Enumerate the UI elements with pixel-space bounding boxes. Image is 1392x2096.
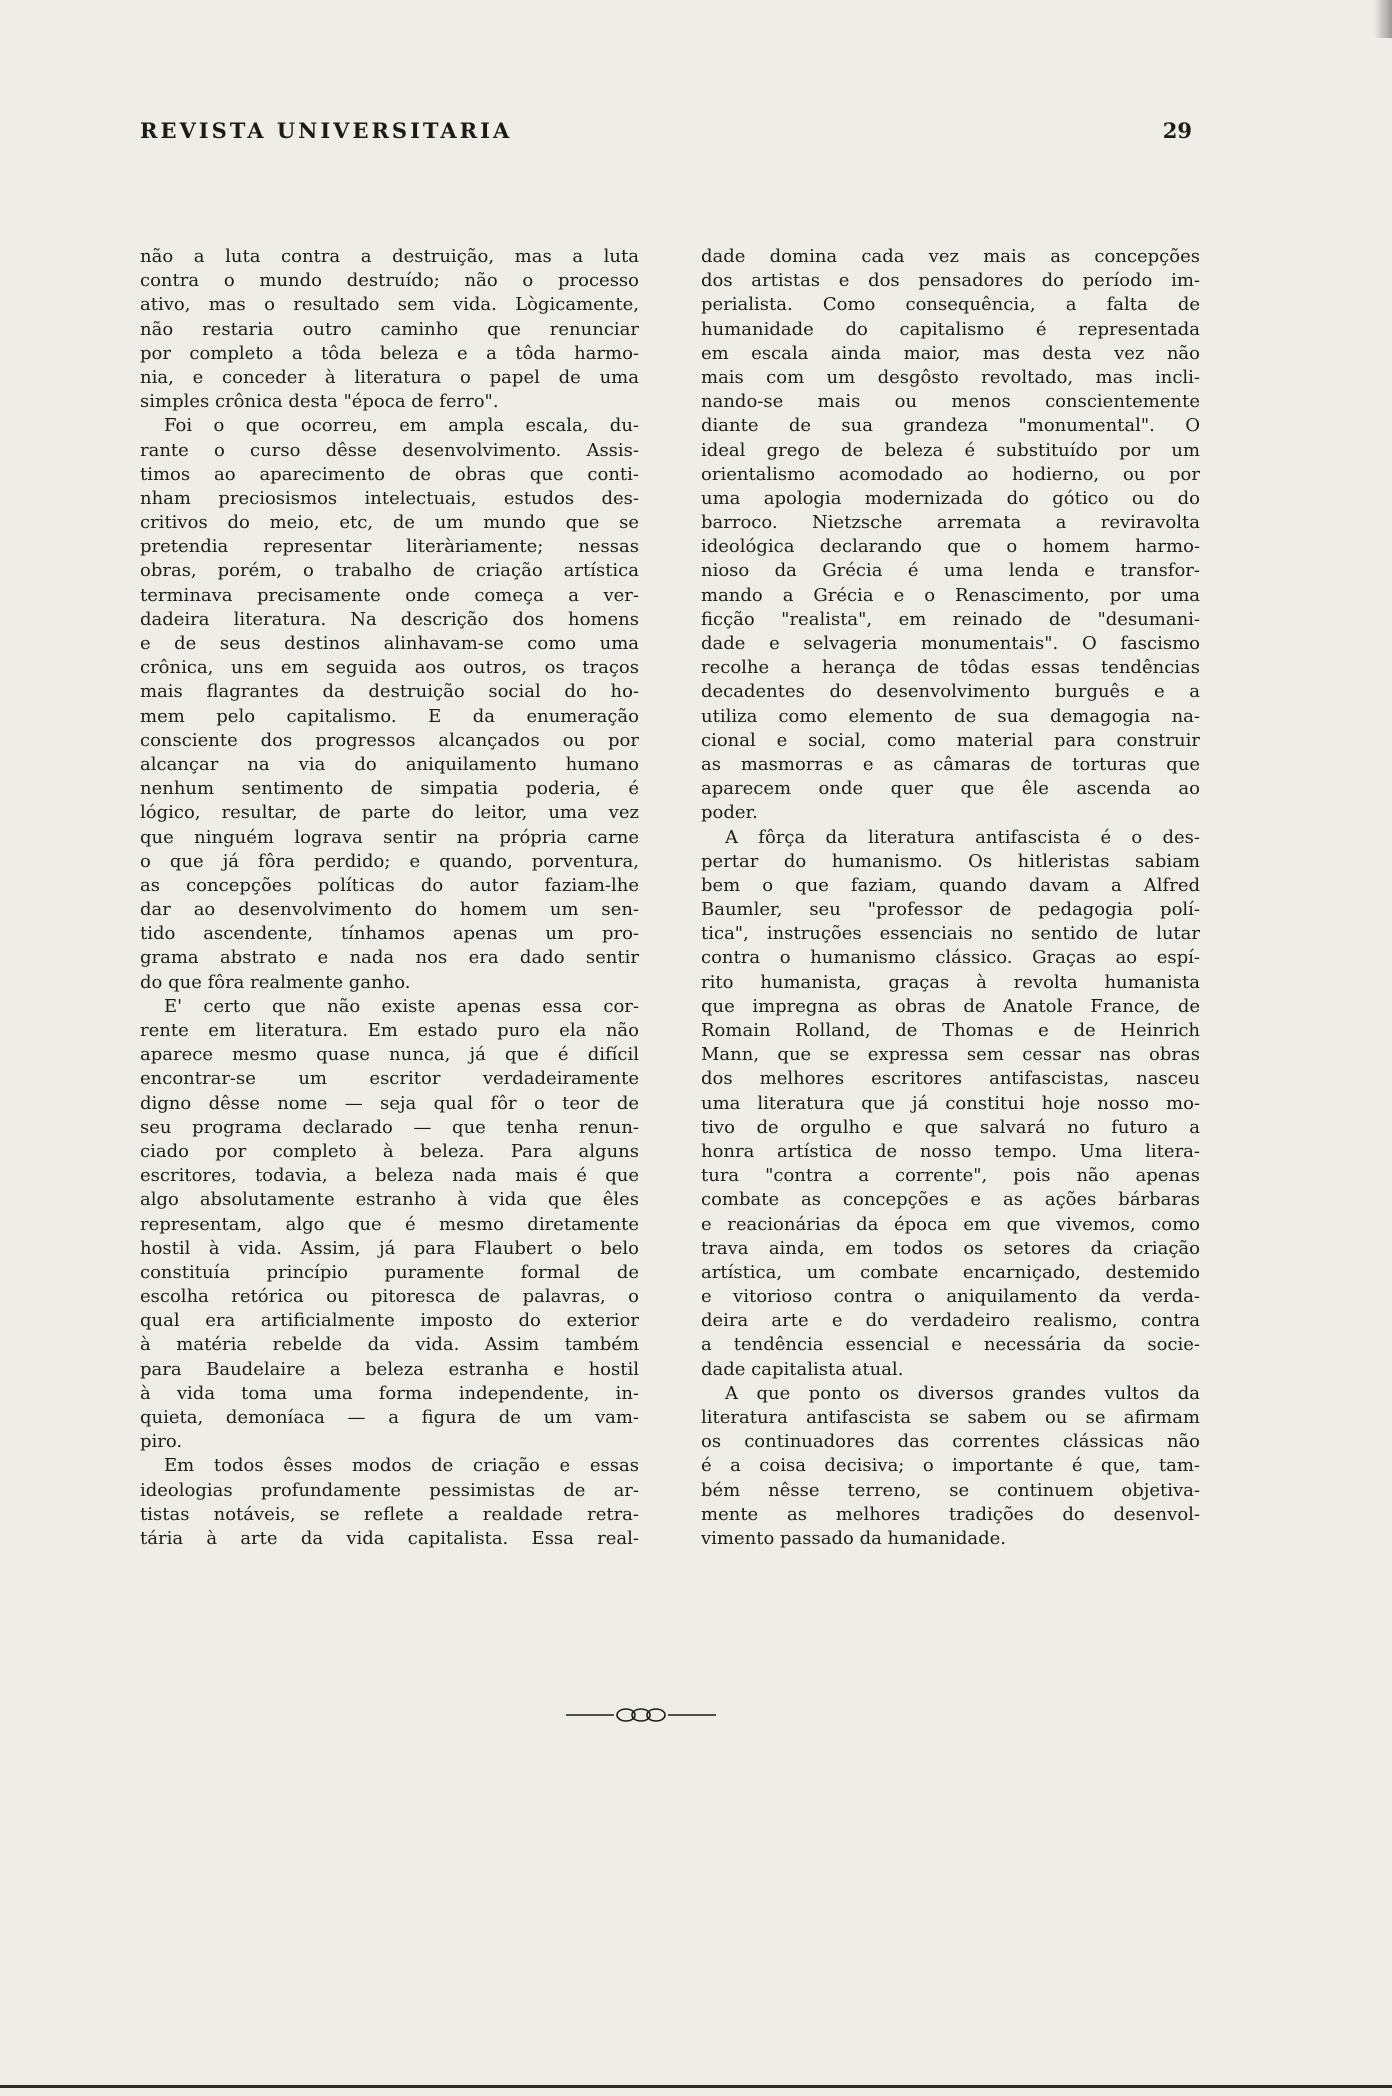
- text-line: diante de sua grandeza "monumental". O: [701, 415, 1200, 437]
- text-line: tido ascendente, tínhamos apenas um pro-: [140, 923, 639, 945]
- text-line: trava ainda, em todos os setores da criação: [701, 1237, 1200, 1259]
- text-line: tura "contra a corrente", pois não apenas: [701, 1165, 1200, 1187]
- text-line: barroco. Nietzsche arremata a reviravolta: [701, 512, 1200, 534]
- text-line: poder.: [701, 802, 758, 824]
- text-line: não a luta contra a destruição, mas a luta: [140, 246, 639, 267]
- text-line: seu programa declarado — que tenha renun-: [140, 1116, 639, 1138]
- scan-bottom-rule: [0, 2085, 1392, 2088]
- text-line: Em todos êsses modos de criação e essas: [164, 1455, 639, 1477]
- text-line: piro.: [140, 1431, 183, 1453]
- section-ornament: [566, 1700, 716, 1730]
- text-line: uma apologia modernizada do gótico ou do: [701, 487, 1200, 509]
- text-line: que impregna as obras de Anatole France, de: [701, 995, 1200, 1017]
- text-line: qual era artificialmente imposto do exterior: [140, 1310, 639, 1332]
- scan-edge-mark: [1374, 0, 1392, 38]
- text-line: digno dêsse nome — seja qual fôr o teor de: [140, 1092, 639, 1114]
- text-line: em escala ainda maior, mas desta vez não: [701, 342, 1200, 364]
- text-line: mais flagrantes da destruição social do ho-: [140, 681, 639, 703]
- text-line: dade e selvageria monumentais". O fascismo: [701, 633, 1200, 654]
- text-line: A fôrça da literatura antifascista é o des-: [725, 826, 1200, 848]
- text-line: constituía princípio puramente formal de: [140, 1261, 639, 1283]
- text-line: obras, porém, o trabalho de criação artística: [140, 560, 639, 582]
- text-line: dade domina cada vez mais as concepções: [701, 246, 1200, 267]
- text-line: encontrar-se um escritor verdadeiramente: [140, 1068, 639, 1090]
- text-line: orientalismo acomodado ao hodierno, ou por: [701, 463, 1200, 485]
- text-line: contra o humanismo clássico. Graças ao espí-: [701, 947, 1200, 969]
- text-line: algo absolutamente estranho à vida que êles: [140, 1189, 639, 1211]
- text-line: e vitorioso contra o aniquilamento da verda-: [701, 1286, 1200, 1308]
- text-line: escritores, todavia, a beleza nada mais é que: [140, 1165, 639, 1187]
- text-line: e reacionárias da época em que vivemos, como: [701, 1213, 1200, 1235]
- text-line: ficção "realista", em reinado de "desumani-: [701, 608, 1200, 630]
- text-line: representam, algo que é mesmo diretamente: [140, 1213, 639, 1235]
- text-line: dos artistas e dos pensadores do período im-: [701, 270, 1200, 292]
- text-line: para Baudelaire a beleza estranha e hostil: [140, 1358, 639, 1380]
- text-line: hostil à vida. Assim, já para Flaubert o belo: [140, 1237, 639, 1259]
- text-line: nioso da Grécia é uma lenda e transfor-: [701, 560, 1200, 582]
- text-line: mem pelo capitalismo. E da enumeração: [140, 705, 639, 727]
- text-line: grama abstrato e nada nos era dado sentir: [140, 947, 639, 969]
- text-line: deira arte e do verdadeiro realismo, contra: [701, 1310, 1200, 1332]
- text-line: pretendia representar literàriamente; nessas: [140, 536, 639, 558]
- text-line: aparece mesmo quase nunca, já que é difícil: [140, 1044, 639, 1066]
- text-line: dos melhores escritores antifascistas, nasceu: [701, 1068, 1200, 1090]
- text-columns: [140, 245, 1200, 1551]
- text-line: os continuadores das correntes clássicas não: [701, 1431, 1200, 1453]
- text-line: cional e social, como material para construir: [701, 729, 1200, 751]
- text-line: nia, e conceder à literatura o papel de uma: [140, 366, 639, 388]
- text-line: quieta, demoníaca — a figura de um vam-: [140, 1407, 639, 1428]
- text-line: ideologias profundamente pessimistas de ar-: [140, 1479, 639, 1501]
- text-line: terminava precisamente onde começa a ver-: [140, 584, 639, 606]
- text-line: alcançar na via do aniquilamento humano: [140, 753, 639, 775]
- text-line: ideológica declarando que o homem harmo-: [701, 536, 1200, 558]
- text-line: combate as concepções e as ações bárbaras: [701, 1189, 1200, 1211]
- text-line: bem o que faziam, quando davam a Alfred: [701, 874, 1200, 896]
- text-line: humanidade do capitalismo é representada: [701, 318, 1200, 340]
- text-line: o que já fôra perdido; e quando, porventura,: [140, 850, 639, 872]
- text-line: artística, um combate encarniçado, destemido: [701, 1261, 1200, 1283]
- text-line: uma literatura que já constitui hoje nosso mo-: [701, 1092, 1200, 1114]
- right-column: [701, 245, 1200, 1551]
- text-line: simples crônica desta "época de ferro".: [140, 391, 499, 413]
- text-line: mais com um desgôsto revoltado, mas incli-: [701, 366, 1200, 388]
- text-line: nenhum sentimento de simpatia poderia, é: [140, 778, 639, 800]
- text-line: lógico, resultar, de parte do leitor, uma vez: [140, 802, 639, 824]
- text-line: tica", instruções essenciais no sentido de lutar: [701, 923, 1200, 945]
- text-line: recolhe a herança de tôdas essas tendências: [701, 657, 1200, 679]
- text-line: tivo de orgulho e que salvará no futuro a: [701, 1116, 1200, 1138]
- text-line: não restaria outro caminho que renunciar: [140, 318, 639, 340]
- text-line: rito humanista, graças à revolta humanista: [701, 971, 1200, 993]
- text-line: honra artística de nosso tempo. Uma litera-: [701, 1140, 1200, 1162]
- text-line: e de seus destinos alinhavam-se como uma: [140, 633, 639, 654]
- text-line: perialista. Como consequência, a falta de: [701, 294, 1200, 316]
- text-line: nham preciosismos intelectuais, estudos des-: [140, 487, 639, 509]
- text-line: por completo a tôda beleza e a tôda harmo-: [140, 342, 639, 364]
- text-line: consciente dos progressos alcançados ou por: [140, 729, 639, 751]
- text-line: crônica, uns em seguida aos outros, os traços: [140, 657, 639, 679]
- text-line: é a coisa decisiva; o importante é que, tam-: [701, 1455, 1200, 1477]
- text-line: Romain Rolland, de Thomas e de Heinrich: [701, 1020, 1200, 1041]
- journal-title: REVISTA UNIVERSITARIA: [140, 118, 513, 143]
- text-line: rente em literatura. Em estado puro ela não: [140, 1020, 639, 1041]
- text-line: ciado por completo à beleza. Para alguns: [140, 1140, 639, 1162]
- text-line: a tendência essencial e necessária da socie-: [701, 1334, 1200, 1356]
- running-header: [140, 118, 1192, 143]
- page-number: 29: [1162, 118, 1192, 143]
- text-line: rante o curso dêsse desenvolvimento. Assis-: [140, 439, 639, 461]
- text-line: decadentes do desenvolvimento burguês e a: [701, 681, 1200, 703]
- text-line: dadeira literatura. Na descrição dos homens: [140, 608, 639, 630]
- text-line: dade capitalista atual.: [701, 1358, 904, 1380]
- text-line: E' certo que não existe apenas essa cor-: [164, 995, 639, 1017]
- text-line: A que ponto os diversos grandes vultos da: [725, 1382, 1200, 1404]
- text-line: à matéria rebelde da vida. Assim também: [140, 1334, 639, 1356]
- text-line: bém nêsse terreno, se continuem objetiva-: [701, 1479, 1200, 1501]
- text-line: literatura antifascista se sabem ou se afirmam: [701, 1407, 1200, 1428]
- text-line: ativo, mas o resultado sem vida. Lògicamente,: [140, 294, 639, 316]
- text-line: Baumler, seu "professor de pedagogia polí-: [701, 899, 1200, 921]
- text-line: Foi o que ocorreu, em ampla escala, du-: [164, 415, 639, 437]
- text-line: do que fôra realmente ganho.: [140, 971, 411, 993]
- text-line: à vida toma uma forma independente, in-: [140, 1382, 639, 1404]
- text-line: timos ao aparecimento de obras que conti-: [140, 463, 639, 485]
- text-line: pertar do humanismo. Os hitleristas sabiam: [701, 850, 1200, 872]
- text-line: utiliza como elemento de sua demagogia na-: [701, 705, 1200, 727]
- text-line: mando a Grécia e o Renascimento, por uma: [701, 584, 1200, 606]
- text-line: aparecem onde quer que êle ascenda ao: [701, 778, 1200, 800]
- text-line: contra o mundo destruído; não o processo: [140, 270, 639, 292]
- text-line: tária à arte da vida capitalista. Essa real-: [140, 1527, 639, 1549]
- text-line: mente as melhores tradições do desenvol-: [701, 1503, 1200, 1525]
- left-column: [140, 245, 639, 1551]
- text-line: as masmorras e as câmaras de torturas que: [701, 753, 1200, 775]
- text-line: dar ao desenvolvimento do homem um sen-: [140, 899, 639, 921]
- text-line: escolha retórica ou pitoresca de palavras, o: [140, 1286, 639, 1308]
- text-line: nando-se mais ou menos conscientemente: [701, 391, 1200, 413]
- text-line: que ninguém lograva sentir na própria carne: [140, 826, 639, 848]
- text-line: tistas notáveis, se reflete a realdade retra-: [140, 1503, 639, 1525]
- text-line: as concepções políticas do autor faziam-lhe: [140, 874, 639, 896]
- text-line: critivos do meio, etc, de um mundo que se: [140, 512, 639, 534]
- text-line: ideal grego de beleza é substituído por um: [701, 439, 1200, 461]
- text-line: Mann, que se expressa sem cessar nas obras: [701, 1044, 1200, 1066]
- text-line: vimento passado da humanidade.: [701, 1527, 1007, 1549]
